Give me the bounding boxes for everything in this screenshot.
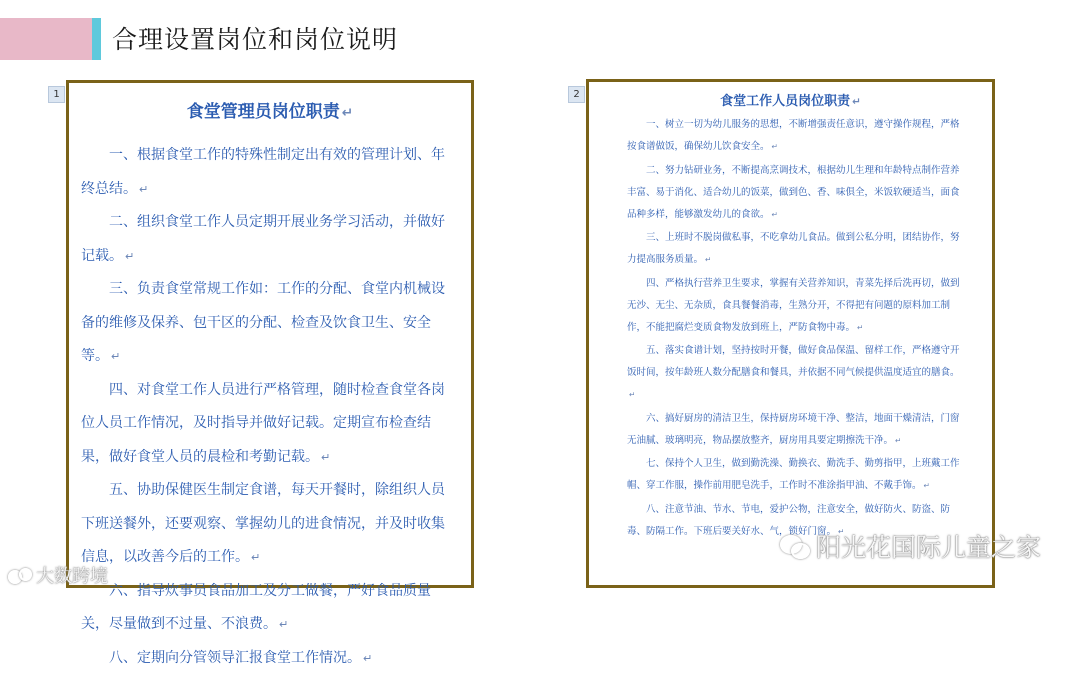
brand-logo-icon — [8, 566, 32, 584]
page-1-paragraph: 八、定期向分管领导汇报食堂工作情况。 ↵ — [81, 642, 453, 675]
page-1-paragraph: 一、根据食堂工作的特殊性制定出有效的管理计划、年终总结。 ↵ — [81, 139, 453, 206]
page-2-body — [627, 114, 961, 544]
page-1-paragraph: 三、负责食堂常规工作如：工作的分配、食堂内机械设备的维修及保养、包干区的分配、检查及饮食卫生、安全等。 ↵ — [81, 273, 453, 374]
page-1-paragraph: 五、协助保健医生制定食谱，每天开餐时，除组织人员下班送餐外，还要观察、掌握幼儿的进食情况，并及时收集信息，以改善今后的工作。 ↵ — [81, 474, 453, 575]
page-2-title: 食堂工作人员岗位职责 ↵ — [589, 90, 992, 109]
page-2-paragraph: 七、保持个人卫生，做到勤洗澡、勤换衣、勤洗手、勤剪指甲，上班戴工作帽、穿工作服，操作前用肥皂洗手，工作时不准涂指甲油、不戴手饰。 ↵ — [627, 453, 961, 497]
page-2-paragraph: 八、注意节油、节水、节电，爱护公物，注意安全，做好防火、防盗、防毒、防隔工作。下班后要关好水、气，锁好门窗。 ↵ — [627, 499, 961, 543]
header-accent-cyan — [92, 18, 101, 60]
page-2-paragraph: 六、搞好厨房的清洁卫生，保持厨房环境干净、整洁，地面干燥清洁，门窗无油腻、玻璃明亮，物品摆放整齐，厨房用具要定期擦洗干净。 ↵ — [627, 408, 961, 452]
wechat-icon — [780, 533, 810, 559]
page-2-paragraph: 一、树立一切为幼儿服务的思想，不断增强责任意识，遵守操作规程，严格按食谱做饭，确保幼儿饮食安全。 ↵ — [627, 114, 961, 158]
watermark-left-text: 大数跨境 — [36, 562, 108, 588]
header-accent-pink — [0, 18, 92, 60]
watermark-left — [8, 562, 108, 588]
page-1-paragraph: 二、组织食堂工作人员定期开展业务学习活动，并做好记载。 ↵ — [81, 206, 453, 273]
page-1-paragraph: 六、指导炊事员食品加工及分工做餐，严好食品质量关，尽量做到不过量、不浪费。 ↵ — [81, 575, 453, 642]
page-1-title: 食堂管理员岗位职责 ↵ — [69, 97, 471, 122]
page-number-2: 2 — [568, 86, 585, 103]
page-1-paragraph: 四、对食堂工作人员进行严格管理，随时检查食堂各岗位人员工作情况，及时指导并做好记载。定期宣布检查结果，做好食堂人员的晨检和考勤记载。 ↵ — [81, 374, 453, 475]
watermark-right-text: 阳光花国际儿童之家 — [816, 528, 1041, 564]
page-1-body — [81, 139, 453, 675]
slide-title: 合理设置岗位和岗位说明 — [112, 20, 398, 60]
page-number-1: 1 — [48, 86, 65, 103]
watermark-right — [780, 528, 1041, 564]
document-page-2 — [586, 79, 995, 588]
page-2-paragraph: 三、上班时不脱岗做私事，不吃拿幼儿食品。做到公私分明，团结协作，努力提高服务质量。 ↵ — [627, 227, 961, 271]
page-2-paragraph: 五、落实食谱计划，坚持按时开餐，做好食品保温、留样工作，严格遵守开饭时间，按年龄班人数分配膳食和餐具，并依据不同气候提供温度适宜的膳食。↵ — [627, 340, 961, 406]
page-2-paragraph: 四、严格执行营养卫生要求，掌握有关营养知识，青菜先择后洗再切，做到无沙、无尘、无杂质，食具餐餐消毒，生熟分开，不得把有问题的原料加工制作，不能把腐烂变质食物发放到班上，严防食物中毒。 ↵ — [627, 273, 961, 339]
document-page-1 — [66, 80, 474, 588]
page-2-paragraph: 二、努力钻研业务，不断提高烹调技术，根据幼儿生理和年龄特点制作营养丰富、易于消化、适合幼儿的饭菜，做到色、香、味俱全，米饭软硬适当，面食品种多样，能够激发幼儿的食欲。 ↵ — [627, 160, 961, 226]
